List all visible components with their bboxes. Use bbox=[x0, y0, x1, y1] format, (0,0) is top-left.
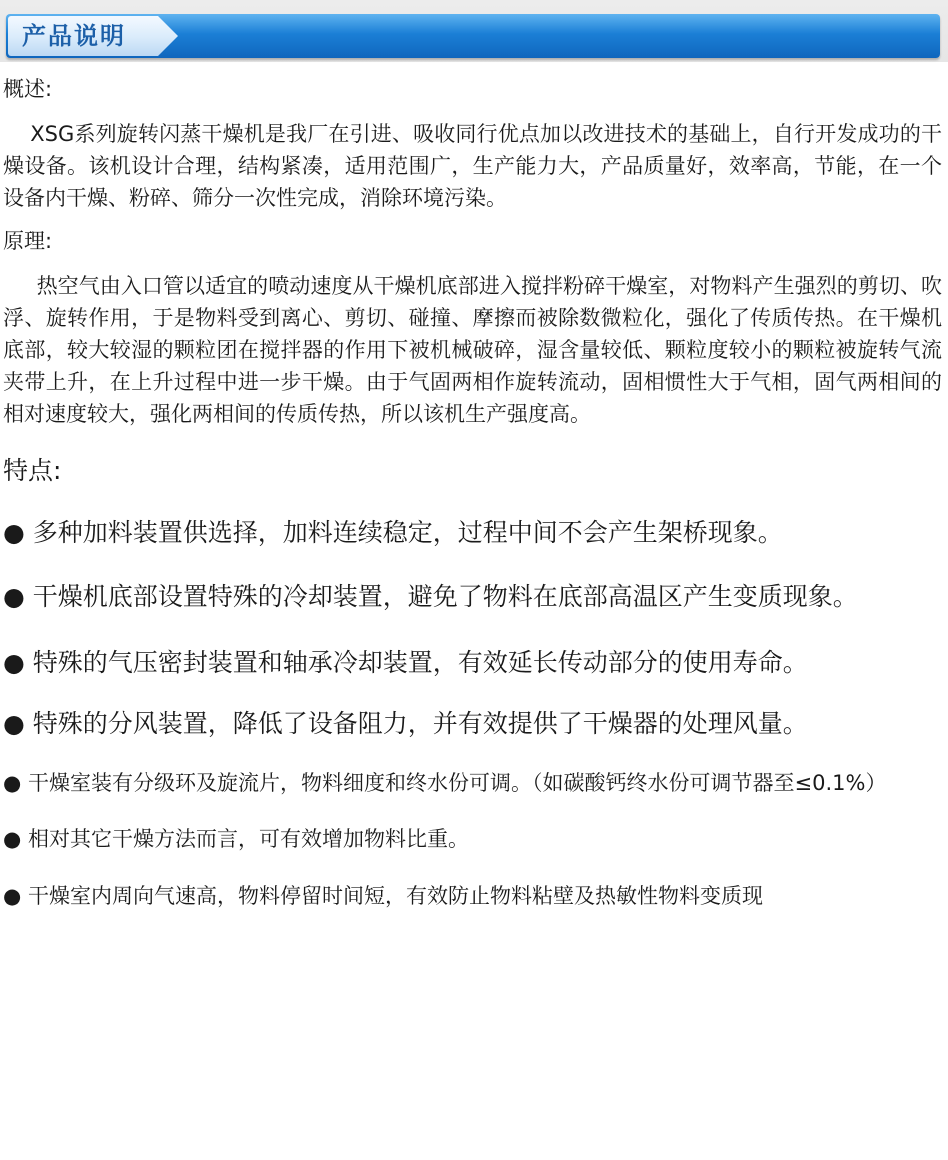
section-header bbox=[0, 0, 948, 62]
feature-item: ● 干燥机底部设置特殊的冷却装置，避免了物料在底部高温区产生变质现象。 bbox=[3, 582, 858, 611]
features-label: 特点: bbox=[3, 456, 62, 485]
section-title: 产品说明 bbox=[22, 22, 126, 50]
feature-item: ● 干燥室装有分级环及旋流片，物料细度和终水份可调。（如碳酸钙终水份可调节器至≤0.1%） bbox=[3, 771, 887, 795]
feature-item: ● 特殊的分风装置，降低了设备阻力，并有效提供了干燥器的处理风量。 bbox=[3, 709, 808, 738]
overview-text: XSG系列旋转闪蒸干燥机是我厂在引进、吸收同行优点加以改进技术的基础上，自行开发成功的干燥设备。该机设计合理，结构紧凑，适用范围广，生产能力大，产品质量好，效率高，节能，在一个设备内干燥、粉碎、筛分一次性完成，消除环境污染。 bbox=[3, 122, 942, 210]
feature-item: ● 干燥室内周向气速高，物料停留时间短，有效防止物料粘壁及热敏性物料变质现 bbox=[3, 884, 763, 908]
principle-text: 热空气由入口管以适宜的喷动速度从干燥机底部进入搅拌粉碎干燥室，对物料产生强烈的剪切、吹浮、旋转作用，于是物料受到离心、剪切、碰撞、摩擦而被除数微粒化，强化了传质传热。在干燥机底部，较大较湿的颗粒团在搅拌器的作用下被机械破碎，湿含量较低、颗粒度较小的颗粒被旋转气流夹带上升，在上升过程中进一步干燥。由于气固两相作旋转流动，固相惯性大于气相，固气两相间的相对速度较大，强化两相间的传质传热，所以该机生产强度高。 bbox=[3, 274, 942, 426]
product-description bbox=[0, 74, 948, 912]
feature-item: ● 特殊的气压密封装置和轴承冷却装置，有效延长传动部分的使用寿命。 bbox=[3, 648, 808, 677]
principle-label: 原理: bbox=[3, 229, 53, 253]
overview-label: 概述: bbox=[3, 77, 53, 101]
feature-item: ● 多种加料装置供选择，加料连续稳定，过程中间不会产生架桥现象。 bbox=[3, 518, 783, 547]
feature-item: ● 相对其它干燥方法而言，可有效增加物料比重。 bbox=[3, 827, 469, 851]
